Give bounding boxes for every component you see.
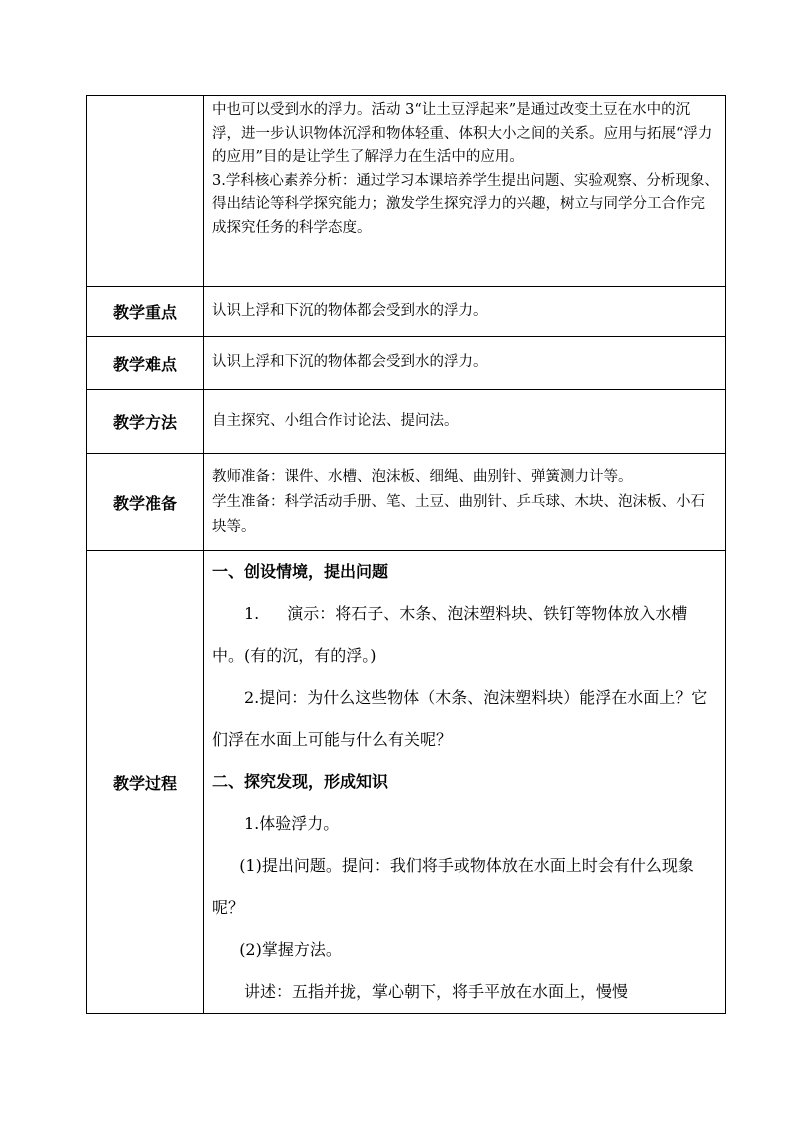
preparation-content bbox=[204, 454, 726, 551]
method-row bbox=[87, 390, 726, 454]
key-point-text: 认识上浮和下沉的物体都会受到水的浮力。 bbox=[204, 287, 726, 337]
process-item-1 bbox=[212, 593, 719, 677]
lesson-plan-table bbox=[86, 95, 726, 1014]
process-sub-1c: 讲述：五指并拢，掌心朝下，将手平放在水面上，慢慢 bbox=[244, 982, 629, 1001]
process-sub-1b: (2)掌握方法。 bbox=[239, 940, 342, 959]
process-item-1-number: 1. bbox=[244, 604, 260, 623]
difficulty-text: 认识上浮和下沉的物体都会受到水的浮力。 bbox=[204, 337, 726, 390]
process-item-2: 2.提问：为什么这些物体（木条、泡沫塑料块）能浮在水面上？它们浮在水面上可能与什么有关呢？ bbox=[212, 688, 708, 749]
process-label: 教学过程 bbox=[87, 551, 204, 1014]
process-content bbox=[204, 551, 726, 1014]
intro-content-cell bbox=[204, 96, 726, 287]
key-point-row bbox=[87, 287, 726, 337]
process-sub-1a: (1)提出问题。提问：我们将手或物体放在水面上时会有什么现象呢？ bbox=[212, 856, 694, 917]
process-item-1-text: 演示：将石子、木条、泡沫塑料块、铁钉等物体放入水槽中。(有的沉，有的浮。) bbox=[212, 604, 688, 665]
teacher-preparation: 教师准备：课件、水槽、泡沫板、细绳、曲别针、弹簧测力计等。 bbox=[212, 468, 633, 485]
method-text: 自主探究、小组合作讨论法、提问法。 bbox=[204, 390, 726, 454]
difficulty-label: 教学难点 bbox=[87, 337, 204, 390]
key-point-label: 教学重点 bbox=[87, 287, 204, 337]
process-heading-2: 二、探究发现，形成知识 bbox=[212, 772, 389, 791]
intro-label-cell bbox=[87, 96, 204, 287]
intro-paragraph-1: 中也可以受到水的浮力。活动 3“让土豆浮起来”是通过改变土豆在水中的沉浮，进一步认识物体沉浮和物体轻重、体积大小之间的关系。应用与拓展“浮力的应用”目的是让学生了解浮力在生活中的应用。 bbox=[212, 102, 713, 166]
intro-row bbox=[87, 96, 726, 287]
process-sub-1: 1.体验浮力。 bbox=[244, 814, 340, 833]
intro-paragraph-2: 3.学科核心素养分析：通过学习本课培养学生提出问题、实验观察、分析现象、得出结论等科学探究能力；激发学生探究浮力的兴趣，树立与同学分工合作完成探究任务的科学态度。 bbox=[212, 172, 719, 236]
process-heading-1: 一、创设情境，提出问题 bbox=[212, 562, 389, 581]
method-label: 教学方法 bbox=[87, 390, 204, 454]
preparation-label: 教学准备 bbox=[87, 454, 204, 551]
process-row bbox=[87, 551, 726, 1014]
preparation-row bbox=[87, 454, 726, 551]
difficulty-row bbox=[87, 337, 726, 390]
student-preparation: 学生准备：科学活动手册、笔、土豆、曲别针、乒乓球、木块、泡沫板、小石块等。 bbox=[212, 493, 705, 535]
